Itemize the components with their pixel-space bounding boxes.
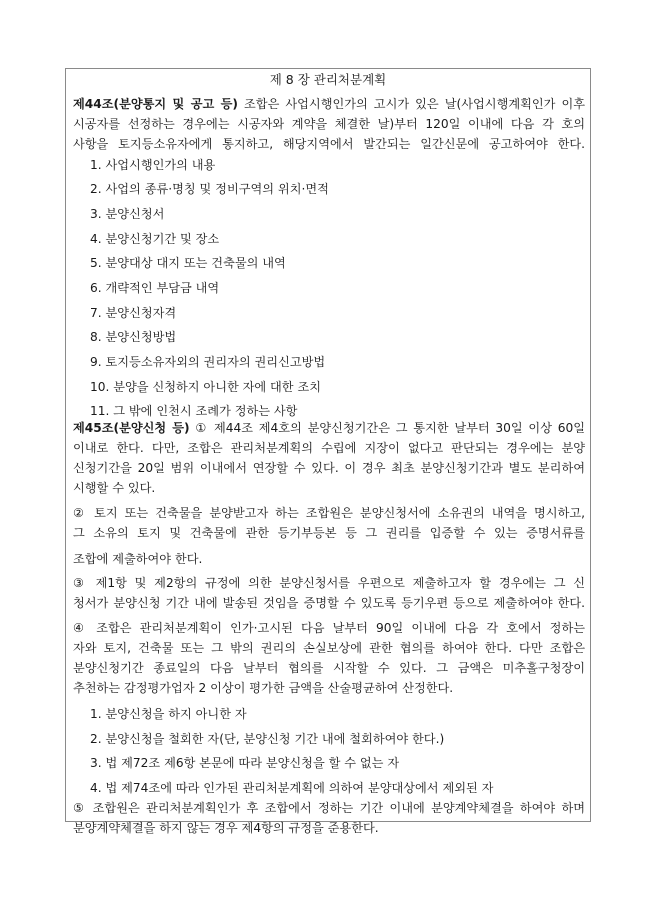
art44-item: 8. 분양신청방법 — [90, 330, 177, 344]
art44-item: 5. 분양대상 대지 또는 건축물의 내역 — [90, 256, 286, 270]
art45-p3-line: ③ 제1항 및 제2항의 규정에 의한 분양신청서를 우편으로 제출하고자 할 경우에는 그 신 — [73, 576, 585, 590]
art45-p4-item: 4. 법 제74조에 따라 인가된 관리처분계획에 의하여 분양대상에서 제외된 자 — [90, 781, 494, 795]
art45-p4-item: 3. 법 제72조 제6항 본문에 따라 분양신청을 할 수 없는 자 — [90, 756, 400, 770]
art44-item: 4. 분양신청기간 및 장소 — [90, 232, 220, 246]
art44-item: 7. 분양신청자격 — [90, 306, 177, 320]
art44-item: 1. 사업시행인가의 내용 — [90, 158, 216, 172]
art44-line-3: 사항을 토지등소유자에게 통지하고, 해당지역에서 발간되는 일간신문에 공고하여야 한다. — [73, 137, 585, 151]
art45-p4-line: 분양신청기간 종료일의 다음 날부터 협의를 시작할 수 있다. 그 금액은 미추홀구청장이 — [73, 661, 585, 675]
art45-p5-line: ⑤ 조합원은 관리처분계획인가 후 조합에서 정하는 기간 이내에 분양계약체결을 하여야 하며 — [73, 801, 585, 815]
art45-p4-line: 추천하는 감정평가업자 2 이상이 평가한 금액을 산술평균하여 산정한다. — [73, 681, 454, 695]
art45-p1-line: 신청기간을 20일 범위 이내에서 연장할 수 있다. 이 경우 최초 분양신청기간과 별도 분리하여 — [73, 461, 585, 475]
art45-line-1: 제45조(분양신청 등) ① 제44조 제4호의 분양신청기간은 그 통지한 날부터 30일 이상 60일 — [73, 421, 585, 435]
art45-p1-line: 시행할 수 있다. — [73, 481, 156, 495]
art45-p5-line: 분양계약체결을 하지 않는 경우 제4항의 규정을 준용한다. — [73, 821, 379, 835]
art45-p2-line: ② 토지 또는 건축물을 분양받고자 하는 조합원은 분양신청서에 소유권의 내역을 명시하고, — [73, 506, 585, 520]
art45-p4-line: 자와 토지, 건축물 또는 그 밖의 권리의 손실보상에 관한 협의를 하여야 한다. 다만 조합은 — [73, 641, 585, 655]
art45-p1-line: 이내로 한다. 다만, 조합은 관리처분계획의 수립에 지장이 없다고 판단되는 경우에는 분양 — [73, 441, 585, 455]
art45-p4-item: 2. 분양신청을 철회한 자(단, 분양신청 기간 내에 철회하여야 한다.) — [90, 732, 445, 746]
art44-item: 2. 사업의 종류·명칭 및 정비구역의 위치·면적 — [90, 182, 329, 196]
art44-line-1: 제44조(분양통지 및 공고 등) 조합은 사업시행인가의 고시가 있은 날(사업시행계획인가 이후 — [73, 97, 586, 111]
art45-heading: 제45조(분양신청 등) — [73, 421, 190, 435]
art45-p4-item: 1. 분양신청을 하지 아니한 자 — [90, 707, 247, 721]
art44-item: 9. 토지등소유자외의 권리자의 권리신고방법 — [90, 355, 326, 369]
art45-p2-line: 그 소유의 토지 및 건축물에 관한 등기부등본 등 그 권리를 입증할 수 있는 증명서류를 — [73, 526, 585, 540]
art44-item: 10. 분양을 신청하지 아니한 자에 대한 조치 — [90, 380, 321, 394]
art44-item: 6. 개략적인 부담금 내역 — [90, 281, 220, 295]
art45-p4-line: ④ 조합은 관리처분계획이 인가·고시된 다음 날부터 90일 이내에 다음 각 호에서 정하는 — [73, 621, 585, 635]
art44-line-2: 시공자를 선정하는 경우에는 시공자와 계약을 체결한 날)부터 120일 이내에 다음 각 호의 — [73, 117, 585, 131]
art45-p2-line: 조합에 제출하여야 한다. — [73, 552, 203, 566]
art44-item: 3. 분양신청서 — [90, 207, 165, 221]
document-box — [65, 68, 591, 835]
chapter-title: 제 8 장 관리처분계획 — [269, 72, 387, 87]
art44-heading: 제44조(분양통지 및 공고 등) — [73, 97, 239, 111]
art45-p3-line: 청서가 분양신청 기간 내에 발송된 것임을 증명할 수 있도록 등기우편 등으로 제출하여야 한다. — [73, 596, 585, 610]
art44-item: 11. 그 밖에 인천시 조례가 정하는 사항 — [90, 404, 298, 418]
